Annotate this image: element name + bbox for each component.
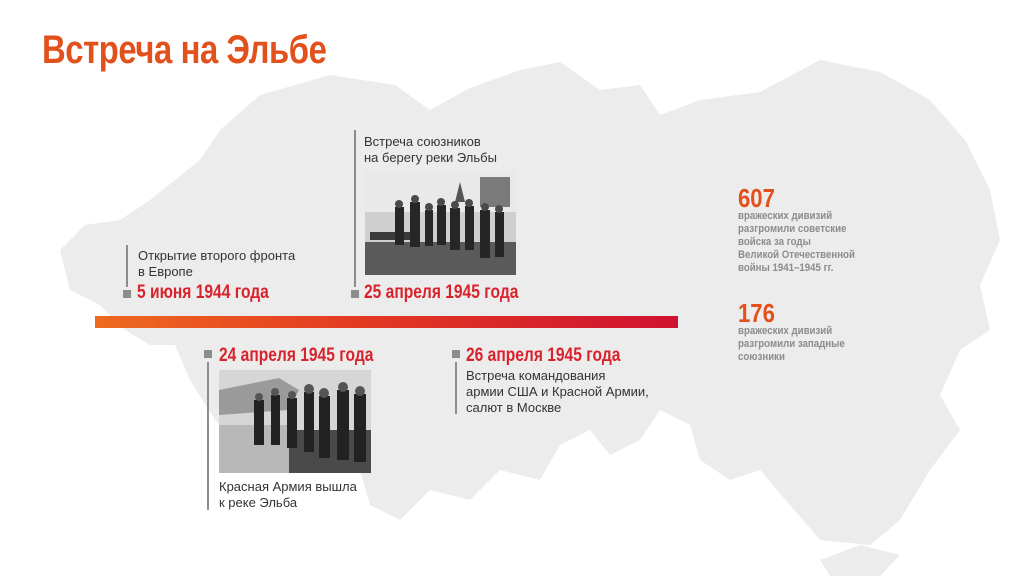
event-description: Открытие второго фронта в Европе — [138, 248, 296, 279]
event-date: 26 апреля 1945 года — [466, 345, 621, 366]
timeline-bar — [95, 316, 678, 328]
event-date: 5 июня 1944 года — [137, 282, 269, 303]
event-marker — [204, 350, 212, 358]
event-connector-line — [455, 362, 457, 414]
stat-text: вражеских дивизий разгромили советские войска за годы Великой Отечественной войны 1941–1945 гг. — [738, 210, 855, 274]
event-description: Красная Армия вышла к реке Эльба — [219, 479, 357, 510]
page-title: Встреча на Эльбе — [42, 28, 327, 72]
stat-number: 176 — [738, 298, 775, 328]
event-connector-line — [354, 130, 356, 287]
event-connector-line — [126, 245, 128, 287]
stat-number: 607 — [738, 183, 775, 213]
event-marker — [351, 290, 359, 298]
event-marker — [123, 290, 131, 298]
event-marker — [452, 350, 460, 358]
event-description: Встреча союзников на берегу реки Эльбы — [364, 134, 497, 165]
event-description: Встреча командования армии США и Красной Армии, салют в Москве — [466, 368, 649, 415]
event-date: 25 апреля 1945 года — [364, 282, 519, 303]
red-army-elbe-photo — [219, 370, 371, 473]
event-connector-line — [207, 362, 209, 510]
stat-text: вражеских дивизий разгромили западные союзники — [738, 325, 845, 363]
elbe-meeting-photo — [365, 172, 516, 275]
event-date: 24 апреля 1945 года — [219, 345, 374, 366]
